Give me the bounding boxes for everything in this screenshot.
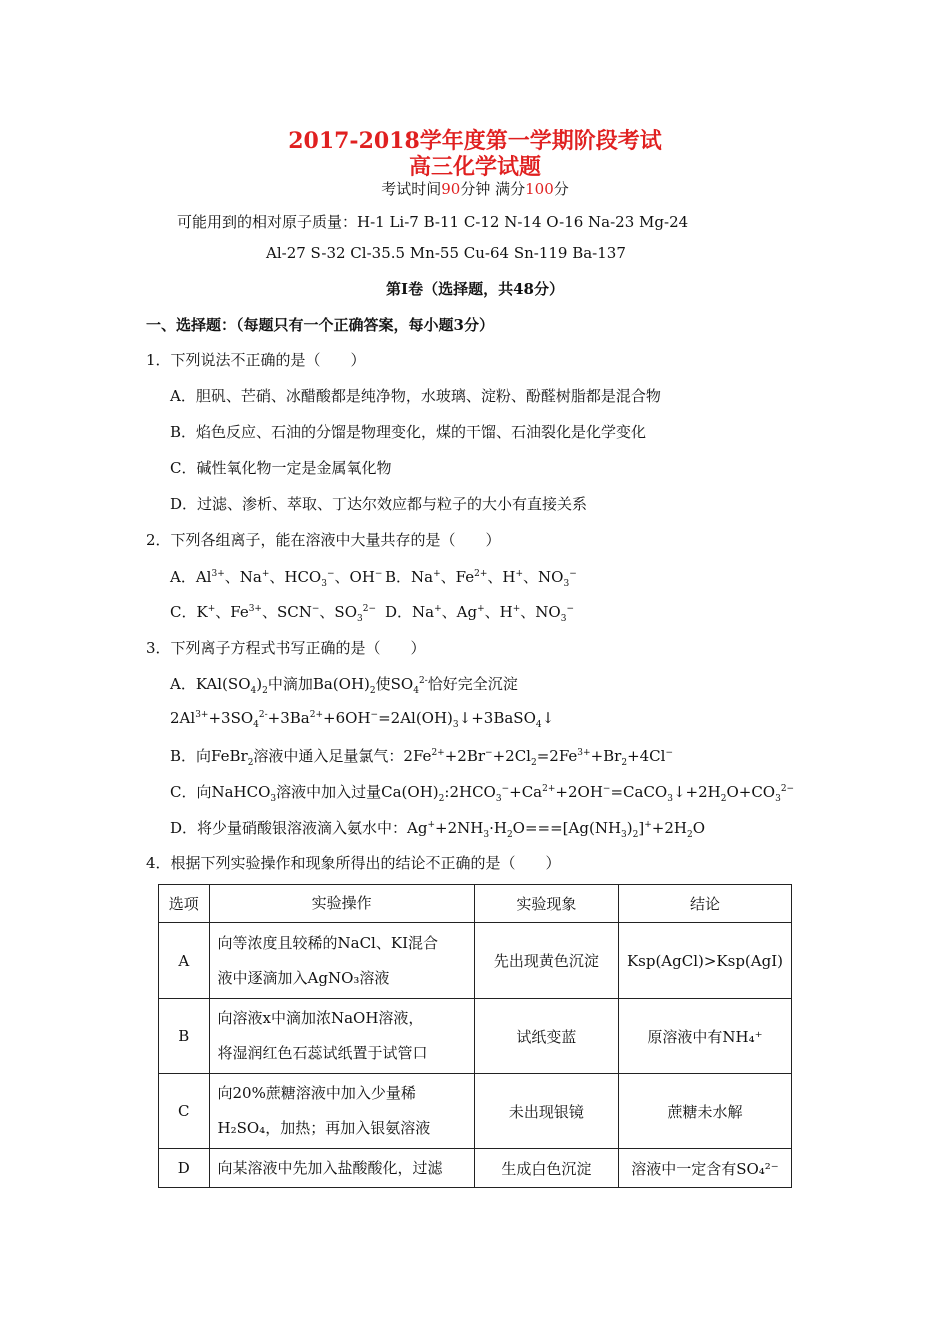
- table-header-row: [159, 885, 792, 923]
- q1-option-c: C．碱性氧化物一定是金属氧化物: [170, 459, 392, 477]
- q2-option-d: D．Na+、Ag+、H+、$NO_3^-$: [385, 603, 574, 624]
- row-option: B: [159, 999, 210, 1074]
- row-conclusion: 溶液中一定含有SO₄²⁻: [618, 1149, 791, 1188]
- time-unit: 分钟 满分: [460, 180, 526, 198]
- table-row: [159, 999, 792, 1074]
- atomic-mass-line-2: Al-27 S-32 Cl-35.5 Mn-55 Cu-64 Sn-119 Ba-137: [266, 244, 626, 262]
- header-phenomenon: 实验现象: [474, 885, 618, 923]
- time-value: 90: [441, 180, 461, 198]
- q2-option-c: C．K+、$Fe^{3+}$、SCN−、$SO_3^{2-}$: [170, 603, 377, 624]
- table-row: [159, 923, 792, 999]
- q2-option-a: A．$Al^{3+}$、Na+、$HCO_3^-$、OH−: [170, 568, 383, 589]
- row-phenomenon: 试纸变蓝: [474, 999, 618, 1074]
- row-phenomenon: 未出现银镜: [474, 1074, 618, 1149]
- q2-stem: 2．下列各组离子，能在溶液中大量共存的是（ ）: [146, 531, 501, 549]
- row-conclusion: Ksp(AgCl)>Ksp(AgI): [618, 923, 791, 999]
- row-phenomenon: 生成白色沉淀: [474, 1149, 618, 1188]
- q3-option-a-equation: $2Al^{3+}+3SO_4^{2-}+3Ba^{2+}+6OH^-=2Al(OH)_3↓+3BaSO_4↓$: [170, 709, 555, 730]
- row-option: A: [159, 923, 210, 999]
- q3-option-a: A．$KAl(SO_4)_2$中滴加$Ba(OH)_2$使$SO_4^{2-}$恰好完全沉淀: [170, 675, 518, 696]
- row-operation-line2: H₂SO₄，加热；再加入银氨溶液: [217, 1119, 431, 1137]
- q1-option-b: B．焰色反应、石油的分馏是物理变化，煤的干馏、石油裂化是化学变化: [170, 423, 647, 441]
- table-row: [159, 1074, 792, 1149]
- q1-stem: 1．下列说法不正确的是（ ）: [146, 351, 366, 369]
- row-operation: [209, 1074, 474, 1149]
- q2-option-b: B．Na+、$Fe^{2+}$、H+、$NO_3^-$: [385, 568, 577, 589]
- part1-title: 第Ⅰ卷（选择题，共48分）: [386, 280, 564, 298]
- row-operation-line1: 向某溶液中先加入盐酸酸化，过滤: [217, 1158, 443, 1177]
- score-unit: 分: [553, 180, 569, 198]
- q1-option-a: A．胆矾、芒硝、冰醋酸都是纯净物，水玻璃、淀粉、酚醛树脂都是混合物: [170, 387, 661, 405]
- atomic-mass-line-1: 可能用到的相对原子质量：H-1 Li-7 B-11 C-12 N-14 O-16 Na-23 Mg-24: [177, 213, 689, 231]
- row-operation: [209, 999, 474, 1074]
- row-operation-line1: 向20%蔗糖溶液中加入少量稀: [217, 1084, 416, 1102]
- table-row: [159, 1149, 792, 1188]
- q3-option-b: B．向FeBr$_2$溶液中通入足量氯气：$2Fe^{2+}+2Br^-+2Cl_2=2Fe^{3+}+Br_2+4Cl^-$: [170, 747, 673, 768]
- q3-option-c: C．向NaHCO$_3$溶液中加入过量$Ca(OH)_2:2HCO_3^-+Ca^{2+}+2OH^-=CaCO_3↓+2H_2O+CO_3^{2-}$: [170, 783, 795, 804]
- header-conclusion: 结论: [618, 885, 791, 923]
- row-operation-line1: 向溶液x中滴加浓NaOH溶液，: [217, 1009, 424, 1027]
- exam-time-info: [0, 178, 950, 199]
- experiment-table: [158, 884, 792, 1188]
- exam-title: 2017-2018学年度第一学期阶段考试: [288, 128, 662, 154]
- row-option: C: [159, 1074, 210, 1149]
- row-operation-line2: 液中逐滴加入AgNO₃溶液: [217, 968, 390, 987]
- row-conclusion: 原溶液中有NH₄⁺: [618, 999, 791, 1074]
- row-operation: [209, 923, 474, 999]
- section1-title: 一、选择题：（每题只有一个正确答案，每小题3分）: [146, 316, 494, 334]
- q1-option-d: D．过滤、渗析、萃取、丁达尔效应都与粒子的大小有直接关系: [170, 495, 588, 513]
- header-operation: 实验操作: [209, 885, 474, 923]
- q3-stem: 3．下列离子方程式书写正确的是（ ）: [146, 639, 426, 657]
- row-operation-line2: 将湿润红色石蕊试纸置于试管口: [217, 1044, 428, 1062]
- q4-stem: 4．根据下列实验操作和现象所得出的结论不正确的是（ ）: [146, 854, 561, 872]
- row-conclusion: 蔗糖未水解: [618, 1074, 791, 1149]
- score-value: 100: [525, 180, 554, 198]
- q3-option-d: D．将少量硝酸银溶液滴入氨水中：$Ag^++2NH_3\cdot H_2O===[Ag(NH_3)_2]^++2H_2O$: [170, 819, 706, 840]
- exam-subtitle: 高三化学试题: [408, 154, 541, 180]
- time-label: 考试时间: [381, 180, 442, 198]
- row-option: D: [159, 1149, 210, 1188]
- header-option: 选项: [159, 885, 210, 923]
- row-operation-line1: 向等浓度且较稀的NaCl、KI混合: [217, 933, 438, 952]
- row-operation: [209, 1149, 474, 1188]
- row-phenomenon: 先出现黄色沉淀: [474, 923, 618, 999]
